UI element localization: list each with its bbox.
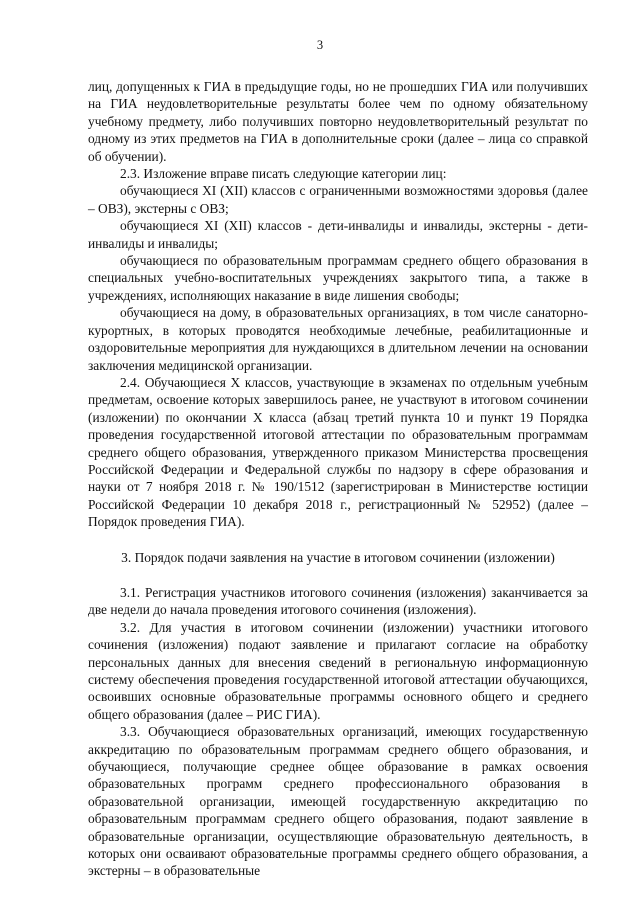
paragraph-3-2: 3.2. Для участия в итоговом сочинении (изложении) участники итогового сочинения (изложения) подают заявление и прилагают согласие на обработку персональных данных для внесения сведений в региональную информационную систему обеспечения проведения государственной итоговой аттестации обучающихся, освоивших основные образовательные программы основного общего и среднего общего образования (далее – РИС ГИА).: [88, 619, 588, 722]
paragraph-category-home-study: обучающиеся на дому, в образовательных организациях, в том числе санаторно-курортных, в которых проводятся необходимые лечебные, реабилитационные и оздоровительные мероприятия для нуждающихся в длительном лечении на основании заключения медицинской организации.: [88, 305, 588, 373]
paragraph-3-3: 3.3. Обучающиеся образовательных организаций, имеющих государственную аккредитацию по образовательным программам среднего общего образования, и обучающиеся, получающие среднее общее образование в рамках освоения образовательных программ среднего профессионального образования в образовательной организации, имеющей государственную аккредитацию по образовательным программам среднего общего образования, подают заявление в образовательные организации, осуществляющие образовательную деятельность, в которых они осваивают образовательные программы среднего общего образования, а экстерны – в образовательные: [88, 724, 588, 879]
paragraph-3-1: 3.1. Регистрация участников итогового сочинения (изложения) заканчивается за две недели до начала проведения итогового сочинения (изложения).: [88, 584, 588, 618]
document-body: [88, 78, 588, 880]
page-number: 3: [316, 38, 324, 52]
paragraph-category-ovz: обучающиеся XI (XII) классов с ограниченными возможностями здоровья (далее – ОВЗ), экстерны с ОВЗ;: [88, 183, 588, 216]
paragraph-category-disabled: обучающиеся XI (XII) классов - дети-инвалиды и инвалиды, экстерны - дети-инвалиды и инвалиды;: [88, 218, 588, 251]
paragraph-continuation: лиц, допущенных к ГИА в предыдущие годы, но не прошедших ГИА или получивших на ГИА неудовлетворительные результаты более чем по одному обязательному учебному предмету, либо получивших повторно неудовлетворительный результат по одному из этих предметов на ГИА в дополнительные сроки (далее – лица со справкой об обучении).: [88, 79, 588, 164]
paragraph-2-3: 2.3. Изложение вправе писать следующие категории лиц:: [120, 166, 447, 182]
paragraph-2-4: 2.4. Обучающиеся X классов, участвующие в экзаменах по отдельным учебным предметам, освоение которых завершилось ранее, не участвуют в итоговом сочинении (изложении) по окончании X класса (абзац третий пункта 10 и пункт 19 Порядка проведения государственной итоговой аттестации по образовательным программам среднего общего образования, утвержденного приказом Министерства просвещения Российской Федерации и Федеральной службы по надзору в сфере образования и науки от 7 ноября 2018 г. № 190/1512 (зарегистрирован в Министерстве юстиции Российской Федерации 10 декабря 2018 г., регистрационный № 52952) (далее – Порядок проведения ГИА).: [88, 374, 588, 530]
section-heading: 3. Порядок подачи заявления на участие в итоговом сочинении (изложении): [121, 549, 555, 565]
paragraph-category-closed-institutions: обучающиеся по образовательным программам среднего общего образования в специальных учебно-воспитательных учреждениях закрытого типа, а также в учреждениях, исполняющих наказание в виде лишения свободы;: [88, 253, 588, 303]
